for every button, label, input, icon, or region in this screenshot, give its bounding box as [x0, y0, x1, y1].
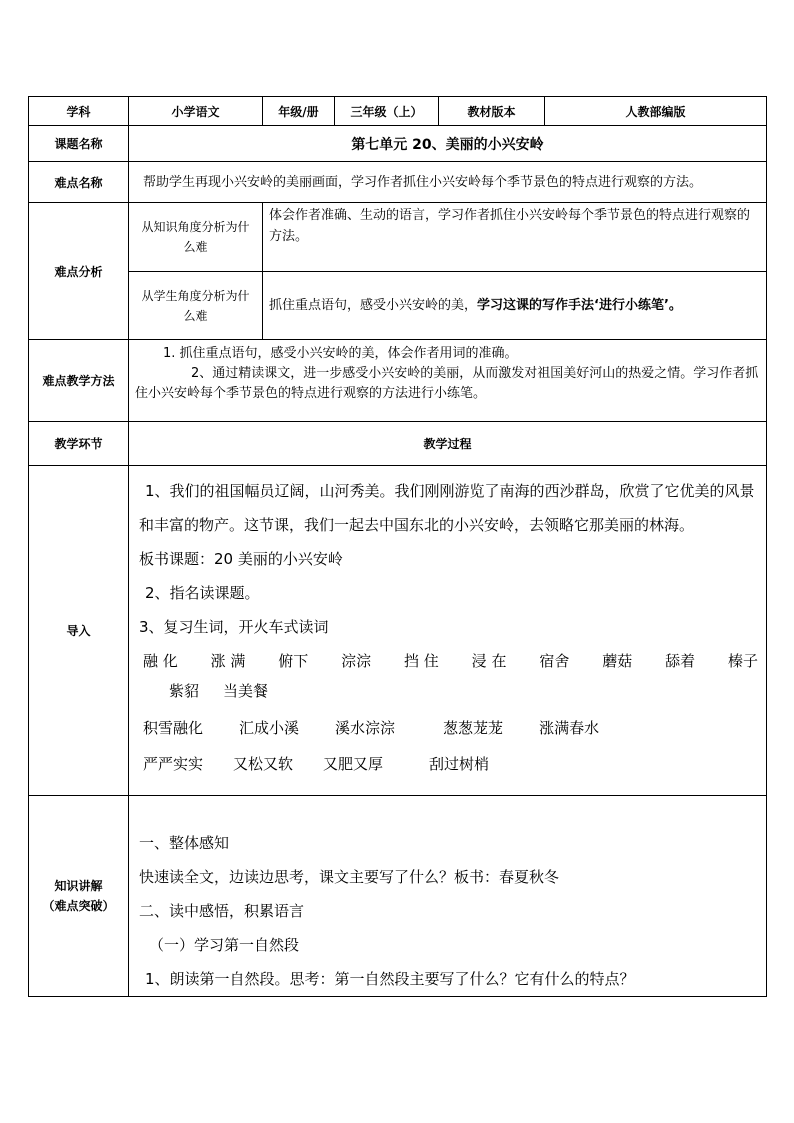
knowledge-angle-value: 体会作者准确、生动的语言，学习作者抓住小兴安岭每个季节景色的特点进行观察的方法。 [263, 203, 767, 272]
method-line-2: 2、通过精读课文，进一步感受小兴安岭的美丽，从而激发对祖国美好河山的热爱之情。学习作者抓住小兴安岭每个季节景色的特点进行观察的方法进行小练笔。 [135, 366, 759, 401]
vocab-phrase: 积雪融化 [143, 719, 204, 737]
topic-row [29, 126, 767, 162]
vocab-phrase: 刮过树梢 [429, 755, 490, 773]
topic-label: 课题名称 [29, 126, 129, 162]
method-row [29, 340, 767, 422]
vocab-phrase: 涨满春水 [539, 719, 600, 737]
knowledge-paragraph-3: 二、读中感悟，积累语言 [139, 902, 305, 920]
intro-label: 导入 [29, 466, 129, 796]
vocab-word: 蘑菇 [602, 652, 633, 670]
vocab-word: 榛子 [727, 652, 758, 670]
lesson-plan-table [28, 96, 767, 997]
analysis-row-knowledge [29, 203, 767, 272]
vocab-phrase: 汇成小溪 [239, 719, 300, 737]
process-label: 教学过程 [129, 422, 767, 466]
difficulty-label: 难点名称 [29, 162, 129, 203]
vocab-line-1 [139, 644, 758, 678]
knowledge-paragraph-2: 快速读全文，边读边思考，课文主要写了什么？板书：春夏秋冬 [139, 868, 560, 886]
vocab-word: 宿舍 [539, 652, 570, 670]
knowledge-label-line-1: 知识讲解 [54, 879, 103, 893]
student-angle-label [129, 272, 263, 340]
method-label: 难点教学方法 [29, 340, 129, 422]
intro-paragraph-4: 3、复习生词，开火车式读词 [139, 618, 329, 636]
analysis-label: 难点分析 [29, 203, 129, 340]
knowledge-angle-label-text: 从知识角度分析为什么难 [141, 220, 250, 254]
process-header-row [29, 422, 767, 466]
method-content [129, 340, 767, 422]
vocab-word: 俯下 [278, 652, 309, 670]
vocab-phrase: 严严实实 [143, 755, 204, 773]
edition-label: 教材版本 [439, 97, 545, 126]
knowledge-paragraph-4: （一）学习第一自然段 [149, 936, 300, 954]
vocab-word: 当美餐 [223, 682, 269, 700]
intro-row [29, 466, 767, 796]
topic-value: 第七单元 20、美丽的小兴安岭 [129, 126, 767, 162]
difficulty-value: 帮助学生再现小兴安岭的美丽画面，学习作者抓住小兴安岭每个季节景色的特点进行观察的方法。 [129, 162, 767, 203]
vocab-line-1b [139, 678, 758, 704]
intro-paragraph-2: 板书课题：20 美丽的小兴安岭 [139, 550, 343, 568]
vocab-phrase: 又肥又厚 [323, 755, 384, 773]
knowledge-row [29, 796, 767, 997]
knowledge-label-line-2: （难点突破） [42, 899, 115, 913]
grade-value: 三年级（上） [335, 97, 439, 126]
student-angle-bold: 学习这课的写作手法‘进行小练笔’。 [477, 298, 682, 313]
subject-value: 小学语文 [129, 97, 263, 126]
intro-paragraph-3: 2、指名读课题。 [145, 584, 260, 602]
vocab-word: 挡 住 [404, 652, 439, 670]
student-angle-value [263, 272, 767, 340]
knowledge-angle-label [129, 203, 263, 272]
difficulty-row [29, 162, 767, 203]
vocab-word: 紫貂 [169, 682, 200, 700]
vocab-phrase: 溪水淙淙 [335, 719, 396, 737]
vocab-line-3 [139, 746, 758, 782]
knowledge-paragraph-5: 1、朗读第一自然段。思考：第一自然段主要写了什么？它有什么的特点？ [145, 970, 635, 988]
vocab-word: 淙淙 [341, 652, 372, 670]
intro-content [129, 466, 767, 796]
vocab-word: 舔着 [665, 652, 696, 670]
grade-label: 年级/册 [263, 97, 335, 126]
vocab-phrase: 葱葱茏茏 [443, 719, 504, 737]
vocab-word: 涨 满 [210, 652, 246, 670]
knowledge-label [29, 796, 129, 997]
knowledge-paragraph-1: 一、整体感知 [139, 834, 230, 852]
subject-label: 学科 [29, 97, 129, 126]
student-angle-plain: 抓住重点语句，感受小兴安岭的美， [269, 298, 478, 313]
method-line-1: 1. 抓住重点语句，感受小兴安岭的美，体会作者用词的准确。 [163, 346, 518, 361]
analysis-row-student [29, 272, 767, 340]
edition-value: 人教部编版 [545, 97, 767, 126]
student-angle-label-text: 从学生角度分析为什么难 [141, 288, 250, 323]
vocab-word: 融 化 [143, 652, 178, 670]
intro-paragraph-1: 1、我们的祖国幅员辽阔，山河秀美。我们刚刚游览了南海的西沙群岛，欣赏了它优美的风景和丰富的物产。这节课，我们一起去中国东北的小兴安岭，去领略它那美丽的林海。 [139, 482, 755, 534]
vocab-phrase: 又松又软 [233, 755, 294, 773]
header-row [29, 97, 767, 126]
vocab-line-2 [139, 710, 758, 746]
knowledge-content [129, 796, 767, 997]
process-stage-label: 教学环节 [29, 422, 129, 466]
vocab-word: 浸 在 [471, 652, 507, 670]
